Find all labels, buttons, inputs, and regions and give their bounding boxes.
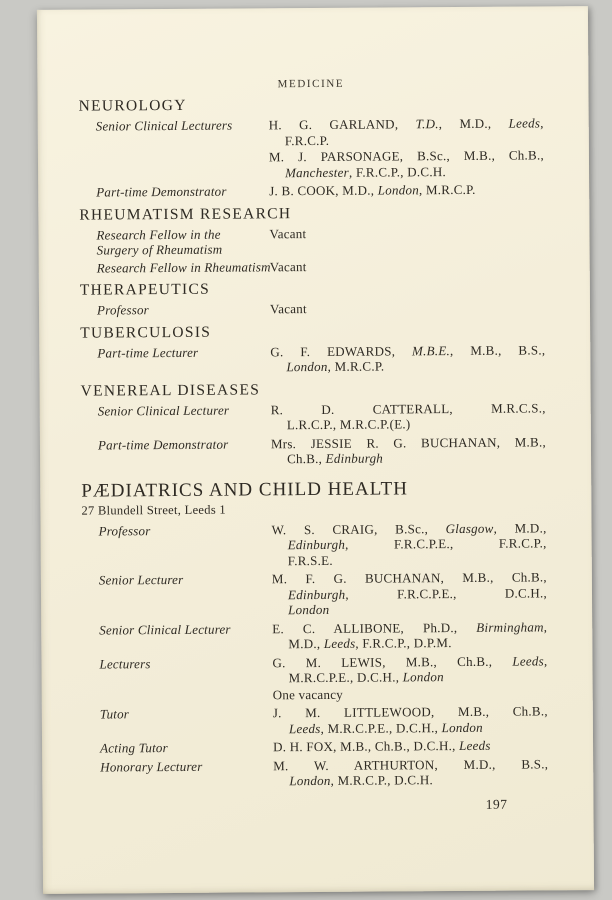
position-line: Research Fellow in Rheumatism (96, 258, 271, 276)
directory-entry (82, 520, 547, 571)
name-line (273, 737, 548, 754)
name-text: , (543, 652, 548, 668)
names-cell (273, 756, 548, 790)
person-entry (272, 569, 547, 617)
position-label (79, 183, 269, 201)
position-line: Surgery of Rheumatism (96, 241, 223, 258)
position-label (79, 117, 269, 182)
name-line (271, 449, 546, 466)
book-page (37, 6, 594, 894)
name-text: F.R.S.E. (287, 552, 333, 568)
italic-text: Leeds (459, 737, 491, 754)
name-text: W. S. CRAIG, B.Sc., (271, 520, 446, 537)
section-title: PÆDIATRICS AND CHILD HEALTH (81, 477, 408, 502)
name-text: H. G. GARLAND, (268, 116, 416, 133)
italic-text: Leeds (288, 720, 321, 736)
directory-section (81, 380, 547, 469)
position-label (82, 571, 272, 620)
names-cell (270, 342, 545, 376)
person-entry (273, 703, 548, 736)
name-line (269, 131, 544, 148)
directory-entry (83, 703, 548, 738)
name-text: M.R.C.P.E., D.C.H., (288, 669, 403, 686)
position-label (83, 705, 273, 738)
name-text: J. B. COOK, M.D., (269, 182, 378, 199)
directory-section (79, 95, 545, 201)
page-content (78, 6, 549, 815)
section-title: RHEUMATISM RESEARCH (79, 204, 292, 224)
position-line: Part-time Demonstrator (97, 436, 229, 453)
name-text: , M.D., (493, 519, 547, 536)
names-cell (272, 569, 547, 618)
name-line (270, 257, 545, 274)
directory-entry (81, 434, 546, 469)
directory-entry (82, 653, 547, 705)
italic-text: Edinburgh (287, 536, 346, 553)
position-line: Senior Clinical Lecturer (97, 402, 230, 419)
name-line (269, 147, 544, 164)
position-label (80, 301, 270, 319)
position-label (82, 621, 272, 654)
directory-entry (79, 224, 544, 258)
person-entry (269, 115, 544, 148)
section-address: 27 Blundell Street, Leeds 1 (81, 502, 227, 518)
name-text: D. H. FOX, M.B., Ch.B., D.C.H., (273, 738, 460, 755)
person-entry (270, 299, 545, 316)
italic-text: London (377, 182, 419, 198)
directory-section (80, 279, 545, 319)
name-line (269, 163, 544, 180)
names-cell (271, 434, 546, 468)
italic-text: Edinburgh (287, 586, 346, 602)
name-text: , M.R.C.P. (327, 358, 385, 374)
name-line (269, 115, 544, 132)
name-line (273, 719, 548, 736)
name-line (269, 181, 544, 198)
name-line (273, 703, 548, 720)
name-text: M.D., (288, 635, 324, 652)
italic-text: Manchester (285, 164, 349, 180)
directory-entry (80, 342, 545, 377)
name-text: M. W. ARTHURTON, M.D., B.S., (273, 755, 549, 773)
italic-text: London (289, 772, 331, 789)
name-text: G. M. LEWIS, M.B., Ch.B., (272, 653, 513, 670)
person-entry (272, 653, 547, 686)
italic-text: London (288, 601, 330, 618)
name-text: F.R.C.P. (284, 132, 330, 148)
italic-text: London (441, 719, 483, 735)
position-label (79, 226, 269, 258)
name-line (273, 756, 548, 773)
name-text: , M.R.C.P.E., D.C.H., (320, 719, 442, 736)
names-cell (273, 737, 548, 755)
name-line (270, 342, 545, 359)
name-line (272, 634, 547, 651)
italic-text: T.D. (415, 116, 439, 132)
section-title: VENEREAL DISEASES (80, 380, 261, 400)
names-cell (270, 257, 545, 275)
person-entry (270, 257, 545, 274)
position-line: Acting Tutor (100, 740, 168, 756)
name-line (272, 653, 547, 670)
directory-entry (82, 569, 547, 620)
position-line: Senior Clinical Lecturers (95, 117, 233, 134)
italic-text: Glasgow (445, 520, 494, 536)
person-entry (273, 756, 548, 789)
position-line: Senior Clinical Lecturer (99, 621, 231, 638)
names-cell (269, 115, 544, 181)
names-cell (272, 619, 547, 653)
directory-entry (83, 756, 548, 791)
name-line (272, 619, 547, 636)
name-line (272, 551, 547, 568)
names-cell (273, 703, 548, 737)
person-entry (271, 434, 546, 467)
person-entry (273, 737, 548, 754)
names-cell (269, 224, 544, 257)
person-entry (271, 400, 546, 433)
name-line (272, 585, 547, 602)
position-label (80, 344, 270, 377)
name-line (271, 415, 546, 432)
directory-entry (79, 181, 544, 201)
name-text: J. M. LITTLEWOOD, M.B., Ch.B., (272, 703, 548, 721)
running-head: MEDICINE (277, 77, 345, 91)
section-title: NEUROLOGY (78, 96, 187, 115)
position-line: Honorary Lecturer (100, 758, 203, 775)
names-cell (269, 181, 544, 199)
name-text: Ch.B., (287, 450, 326, 467)
name-text: , F.R.C.P.E., F.R.C.P., (344, 535, 547, 552)
person-entry (272, 520, 547, 568)
position-label (83, 758, 273, 791)
name-line (270, 357, 545, 374)
italic-text: M.B.E. (411, 342, 451, 358)
person-entry (272, 619, 547, 652)
position-line: Professor (96, 302, 149, 318)
names-cell (272, 653, 547, 703)
position-label (81, 402, 271, 435)
position-label (83, 739, 273, 757)
position-line: Part-time Lecturer (97, 344, 199, 361)
person-entry (273, 685, 548, 702)
name-line (272, 600, 547, 617)
name-line (271, 400, 546, 417)
name-text: , (540, 115, 544, 131)
person-entry (269, 147, 544, 180)
name-text: , M.B., B.S., (449, 341, 546, 358)
name-line (272, 535, 547, 552)
name-text: G. F. EDWARDS, (270, 342, 413, 359)
person-entry (270, 342, 545, 375)
position-line: Professor (98, 522, 151, 539)
position-line: Part-time Demonstrator (96, 183, 227, 200)
person-entry (269, 181, 544, 198)
names-cell (272, 520, 547, 569)
position-label (82, 655, 272, 705)
italic-text: Birmingham (476, 618, 544, 635)
section-title: TUBERCULOSIS (80, 323, 212, 342)
directory-section (81, 477, 548, 791)
position-label (80, 259, 270, 277)
name-text: Mrs. JESSIE R. G. BUCHANAN, M.B., (270, 433, 546, 451)
person-entry (269, 224, 544, 241)
position-label (81, 436, 271, 469)
directory-entry (82, 619, 547, 654)
name-line (269, 224, 544, 241)
name-text: One vacancy (272, 686, 344, 702)
position-line: Research Fellow in the (96, 226, 221, 243)
name-text: R. D. CATTERALL, M.R.C.S., (270, 399, 546, 417)
directory-entry (79, 115, 544, 182)
italic-text: Leeds (508, 115, 541, 131)
directory-entry (81, 400, 546, 435)
section-title: THERAPEUTICS (79, 280, 211, 299)
name-text: M. J. PARSONAGE, B.Sc., M.B., Ch.B., (268, 147, 544, 165)
name-line (273, 685, 548, 702)
directory-section (79, 204, 544, 277)
position-line: Lecturers (99, 655, 151, 672)
name-line (273, 771, 548, 788)
name-text: , F.R.C.P., D.P.M. (355, 635, 452, 651)
directory-entry (80, 257, 545, 277)
name-text: Vacant (269, 301, 307, 317)
italic-text: London (402, 669, 444, 685)
name-text: , M.R.C.P., D.C.H. (330, 772, 433, 788)
name-text: L.R.C.P., M.R.C.P.(E.) (286, 416, 411, 433)
italic-text: London (286, 358, 328, 375)
name-text: , (543, 618, 548, 634)
names-cell (270, 299, 545, 317)
name-text: M. F. G. BUCHANAN, M.B., Ch.B., (271, 569, 547, 587)
name-text: , F.R.C.P., D.C.H. (348, 163, 447, 180)
page-number: 197 (485, 796, 508, 812)
sections (79, 95, 549, 791)
name-text: E. C. ALLIBONE, Ph.D., (272, 619, 477, 636)
name-text: , M.R.C.P. (418, 181, 476, 198)
directory-section (80, 322, 545, 377)
italic-text: Leeds (323, 635, 356, 651)
position-label (82, 522, 272, 571)
name-line (273, 668, 548, 685)
position-line: Senior Lecturer (98, 571, 184, 588)
directory-entry (83, 737, 548, 757)
names-cell (271, 400, 546, 434)
name-text: , M.D., (438, 115, 509, 132)
italic-text: Leeds (512, 652, 545, 669)
italic-text: Edinburgh (325, 450, 384, 466)
position-line: Tutor (99, 706, 130, 722)
name-text: Vacant (269, 225, 307, 241)
directory-entry (80, 299, 545, 319)
name-text: , F.R.C.P.E., D.C.H., (345, 584, 548, 602)
name-text: Vacant (269, 258, 307, 274)
name-line (270, 299, 545, 316)
name-line (271, 434, 546, 451)
